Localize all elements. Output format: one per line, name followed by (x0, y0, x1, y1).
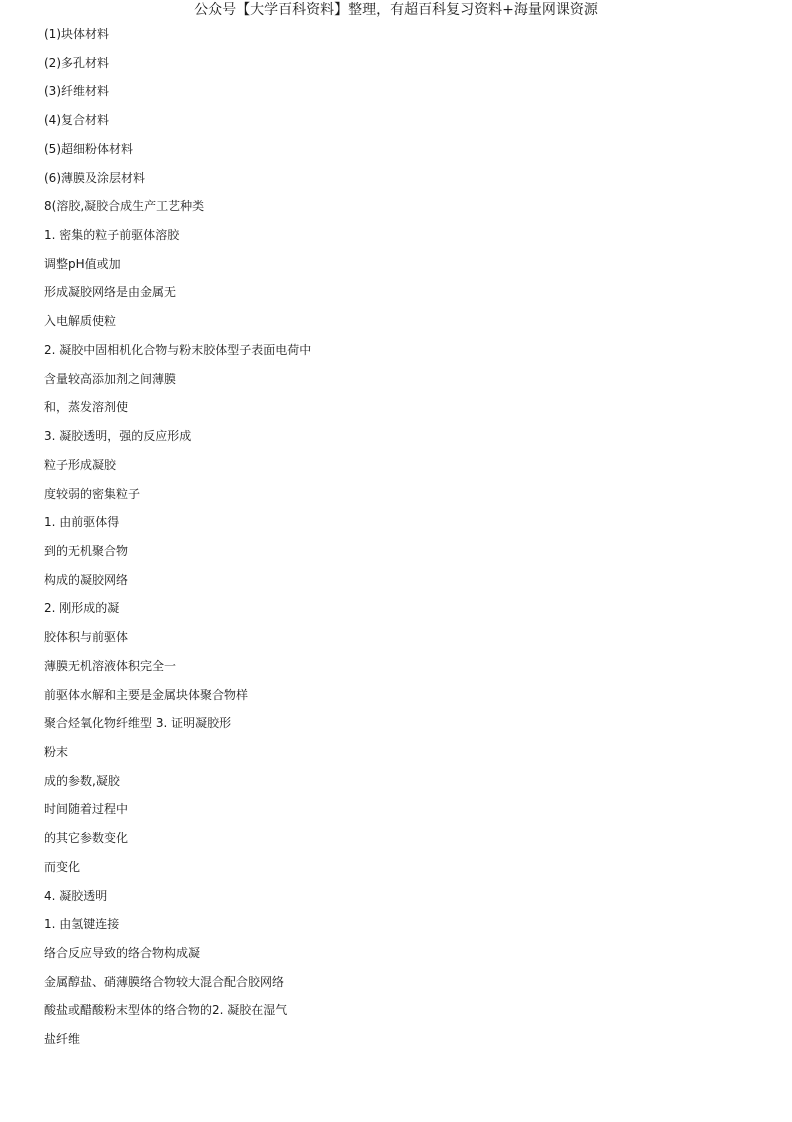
text-line: 酸盐或醋酸粉末型体的络合物的2. 凝胶在湿气 (44, 1003, 288, 1018)
text-line: 度较弱的密集粒子 (44, 486, 141, 501)
text-line: 形成凝胶网络是由金属无 (44, 285, 177, 300)
text-line: (6)薄膜及涂层材料 (44, 170, 145, 185)
text-line: 粒子形成凝胶 (44, 457, 117, 472)
text-line: 2. 凝胶中固相机化合物与粉末胶体型子表面电荷中 (44, 342, 312, 357)
text-line: 胶体积与前驱体 (44, 630, 129, 645)
text-line: 金属醇盐、硝薄膜络合物较大混合配合胶网络 (44, 974, 285, 989)
text-line: 时间随着过程中 (44, 802, 129, 817)
text-line: 成的参数,凝胶 (44, 773, 120, 788)
text-line: (1)块体材料 (44, 27, 109, 41)
text-line: 2. 刚形成的凝 (44, 601, 120, 616)
text-line: 调整pH值或加 (44, 256, 121, 271)
text-line: 3. 凝胶透明，强的反应形成 (44, 429, 192, 444)
text-line: 1. 密集的粒子前驱体溶胶 (44, 228, 180, 243)
text-line: 而变化 (44, 859, 81, 874)
text-line: 4. 凝胶透明 (44, 888, 108, 903)
text-line: 前驱体水解和主要是金属块体聚合物样 (44, 687, 249, 702)
text-line: 聚合烃氧化物纤维型 3. 证明凝胶形 (44, 716, 232, 731)
text-line: (4)复合材料 (44, 113, 109, 128)
document-body (44, 24, 744, 1058)
text-line: 络合反应导致的络合物构成凝 (44, 946, 201, 960)
text-line: (5)超细粉体材料 (44, 141, 133, 156)
text-line: 8(溶胶,凝胶合成生产工艺种类 (44, 199, 205, 214)
text-line: 和，蒸发溶剂使 (44, 400, 129, 415)
text-line: 薄膜无机溶液体积完全一 (44, 658, 177, 673)
text-line: 盐纤维 (44, 1032, 81, 1047)
text-line: 1. 由前驱体得 (44, 515, 120, 530)
page-header: 公众号【大学百科资料】整理，有超百科复习资料+海量网课资源 (194, 2, 598, 18)
text-line: 构成的凝胶网络 (44, 572, 129, 587)
text-line: 入电解质使粒 (44, 314, 117, 329)
text-line: 的其它参数变化 (44, 831, 129, 846)
text-line: 到的无机聚合物 (44, 543, 129, 558)
text-line: (3)纤维材料 (44, 84, 109, 99)
text-line: 粉末 (44, 744, 69, 759)
text-line: (2)多孔材料 (44, 55, 109, 70)
text-line: 含量较高添加剂之间薄膜 (44, 371, 177, 386)
text-line: 1. 由氢键连接 (44, 917, 120, 932)
